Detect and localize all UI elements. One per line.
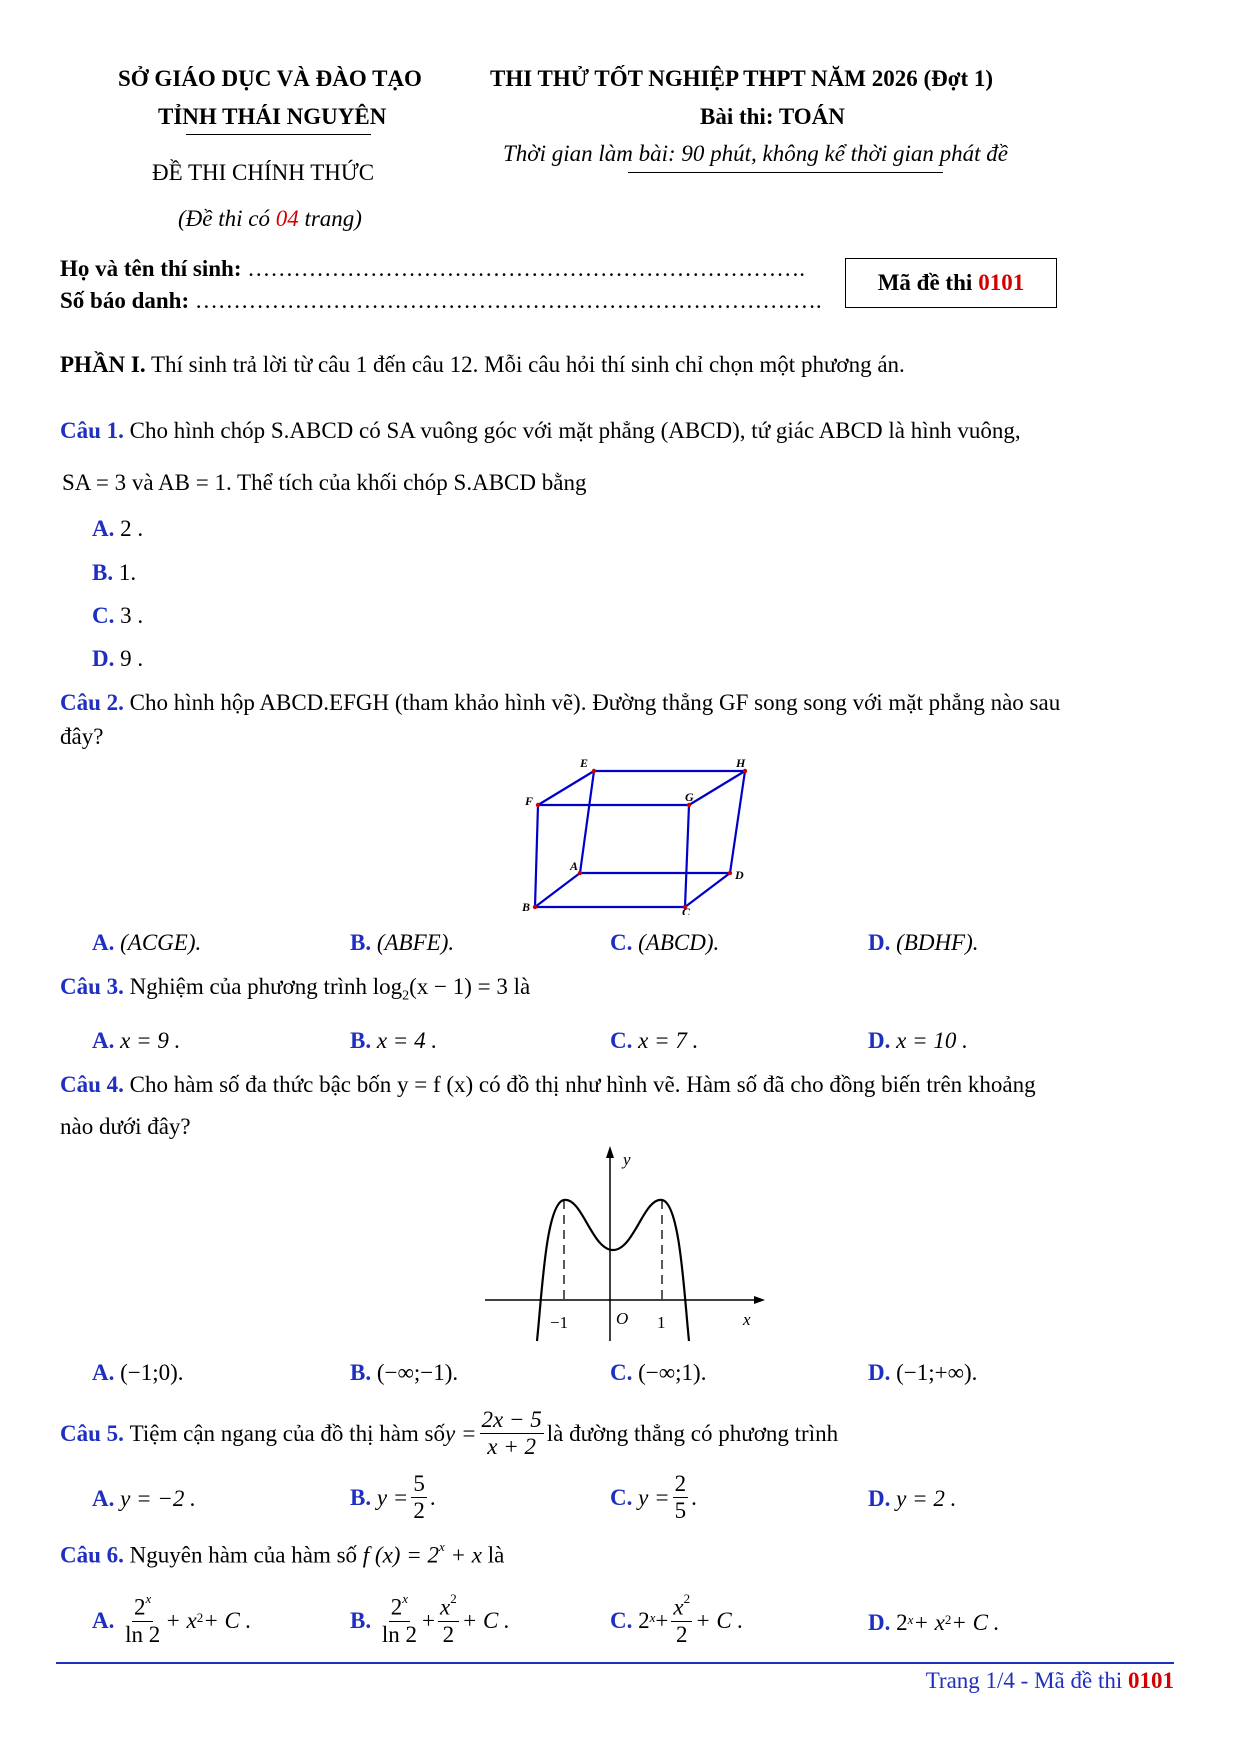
- box-figure: [515, 755, 760, 915]
- q1-option-d[interactable]: D. 9 .: [92, 646, 144, 671]
- province-title: TỈNH THÁI NGUYÊN: [158, 104, 387, 129]
- q3-option-c[interactable]: C. x = 7 .: [610, 1028, 699, 1053]
- q4-option-b[interactable]: B. (−∞;−1).: [350, 1360, 459, 1385]
- question-2-line2: đây?: [60, 724, 104, 749]
- vertex-label-b: B: [522, 900, 531, 914]
- x-axis-label: x: [743, 1310, 751, 1329]
- candidate-name-line: Họ và tên thí sinh: ……………………………………………………………….: [60, 256, 805, 281]
- q4-option-c[interactable]: C. (−∞;1).: [610, 1360, 707, 1385]
- q4-option-d[interactable]: D. (−1;+∞).: [868, 1360, 978, 1385]
- edge-fe: [538, 771, 594, 805]
- q6-option-a-fraction: $\frac{2^x}{\ln 2}$: [125, 1591, 161, 1647]
- q6-option-b[interactable]: B. $\frac{2^x}{\ln 2}$ + $\frac{x^2}{2}$ + C .: [350, 1591, 510, 1647]
- question-1-line2: SA = 3 và AB = 1. Thể tích của khối chóp S.ABCD bằng: [62, 470, 587, 495]
- q5-fraction: $\frac{2x - 5}{x + 2}$: [481, 1407, 542, 1460]
- edge-ba: [535, 873, 580, 907]
- origin-label: O: [616, 1309, 629, 1328]
- q6-option-b-fraction-1: $\frac{2^x}{\ln 2}$: [381, 1591, 417, 1647]
- q6-option-c-fraction: $\frac{x^2}{2}$: [673, 1591, 691, 1647]
- q1-option-c[interactable]: C. 3 .: [92, 603, 144, 628]
- question-4-line2: nào dưới đây?: [60, 1114, 191, 1139]
- q3-option-a[interactable]: A. x = 9 .: [92, 1028, 181, 1053]
- footer-rule: [56, 1662, 1174, 1664]
- official-exam-label: ĐỀ THI CHÍNH THỨC: [152, 160, 375, 185]
- question-2-line1: Câu 2. Cho hình hộp ABCD.EFGH (tham khảo hình vẽ). Đường thẳng GF song song với mặt phẳng nào sau: [60, 690, 1061, 715]
- q5-option-b[interactable]: B. y = $\frac{5}{2}$ .: [350, 1471, 436, 1524]
- vertex-label-e: E: [580, 756, 589, 770]
- q2-option-c[interactable]: C. (ABCD).: [610, 930, 720, 955]
- page-footer: Trang 1/4 - Mã đề thi 0101: [925, 1668, 1174, 1693]
- q2-option-d[interactable]: D. (BDHF).: [868, 930, 979, 955]
- candidate-id-line: Số báo danh: ……………………………………………………………………….: [60, 288, 822, 313]
- vertex-label-d: D: [735, 868, 744, 882]
- y-axis-arrow: [606, 1146, 614, 1158]
- q6-option-c[interactable]: C. 2 $^x$ + $\frac{x^2}{2}$ + C .: [610, 1591, 744, 1647]
- vertex-label-a: A: [570, 859, 579, 873]
- province-underline: [186, 134, 371, 135]
- part1-instructions: PHẦN I. Thí sinh trả lời từ câu 1 đến câu 12. Mỗi câu hỏi thí sinh chỉ chọn một phương án.: [60, 352, 905, 377]
- department-title: SỞ GIÁO DỤC VÀ ĐÀO TẠO: [118, 66, 422, 91]
- vertex-label-c: C: [682, 905, 691, 915]
- q2-option-a[interactable]: A. (ACGE).: [92, 930, 202, 955]
- page-count-note: (Đề thi có 04 trang): [178, 206, 362, 231]
- tick-label-neg1: −1: [550, 1313, 569, 1332]
- vertex-label-h: H: [736, 756, 746, 770]
- q5-option-a[interactable]: A. y = −2 .: [92, 1486, 196, 1511]
- vertex-label-g: G: [685, 790, 694, 804]
- question-4-line1: Câu 4. Cho hàm số đa thức bậc bốn y = f (x) có đồ thị như hình vẽ. Hàm số đã cho đồng biến trên khoảng: [60, 1072, 1036, 1097]
- x-axis-arrow: [754, 1296, 765, 1304]
- time-note: Thời gian làm bài: 90 phút, không kể thời gian phát đề: [503, 141, 1008, 166]
- q6-option-d[interactable]: D. 2 $^x$ + x $^2$ + C .: [868, 1610, 1000, 1635]
- q1-option-a[interactable]: A. 2 .: [92, 516, 144, 541]
- q5-option-d[interactable]: D. y = 2 .: [868, 1486, 957, 1511]
- q6-option-b-fraction-2: $\frac{x^2}{2}$: [439, 1591, 457, 1647]
- q3-option-d[interactable]: D. x = 10 .: [868, 1028, 968, 1053]
- q6-option-a[interactable]: A. $\frac{2^x}{\ln 2}$ + x $^2$ + C .: [92, 1591, 252, 1647]
- box-front-face: [535, 805, 689, 907]
- q5-option-b-fraction: $\frac{5}{2}$: [413, 1471, 425, 1524]
- time-underline: [628, 172, 943, 173]
- exam-title: THI THỬ TỐT NGHIỆP THPT NĂM 2026 (Đợt 1): [490, 66, 994, 91]
- question-1-line1: Câu 1. Cho hình chóp S.ABCD có SA vuông góc với mặt phẳng (ABCD), tứ giác ABCD là hình vuông,: [60, 418, 1021, 443]
- q1-option-b[interactable]: B. 1.: [92, 560, 137, 585]
- exam-code-box: Mã đề thi 0101: [845, 258, 1057, 308]
- q5-option-c-fraction: $\frac{2}{5}$: [674, 1471, 687, 1524]
- subject-title: Bài thi: TOÁN: [700, 104, 845, 129]
- vertex-label-f: F: [525, 794, 534, 808]
- edge-cd: [685, 873, 730, 907]
- question-5: Câu 5. Tiệm cận ngang của đồ thị hàm số y = $\frac{2x - 5}{x + 2}$ là đường thẳng có phương trình: [60, 1407, 839, 1460]
- q5-option-c[interactable]: C. y = $\frac{2}{5}$ .: [610, 1471, 697, 1524]
- q3-option-b[interactable]: B. x = 4 .: [350, 1028, 438, 1053]
- quartic-graph: [480, 1143, 770, 1343]
- edge-gh: [689, 771, 745, 805]
- q4-option-a[interactable]: A. (−1;0).: [92, 1360, 184, 1385]
- question-3: Câu 3. Nghiệm của phương trình $\log_2(x - 1) = 3$ là: [60, 974, 531, 1004]
- y-axis-label: y: [623, 1150, 631, 1169]
- tick-label-1: 1: [657, 1313, 666, 1332]
- q2-option-b[interactable]: B. (ABFE).: [350, 930, 455, 955]
- question-6: Câu 6. Nguyên hàm của hàm số f $(x) = 2^x + x$ là: [60, 1539, 505, 1568]
